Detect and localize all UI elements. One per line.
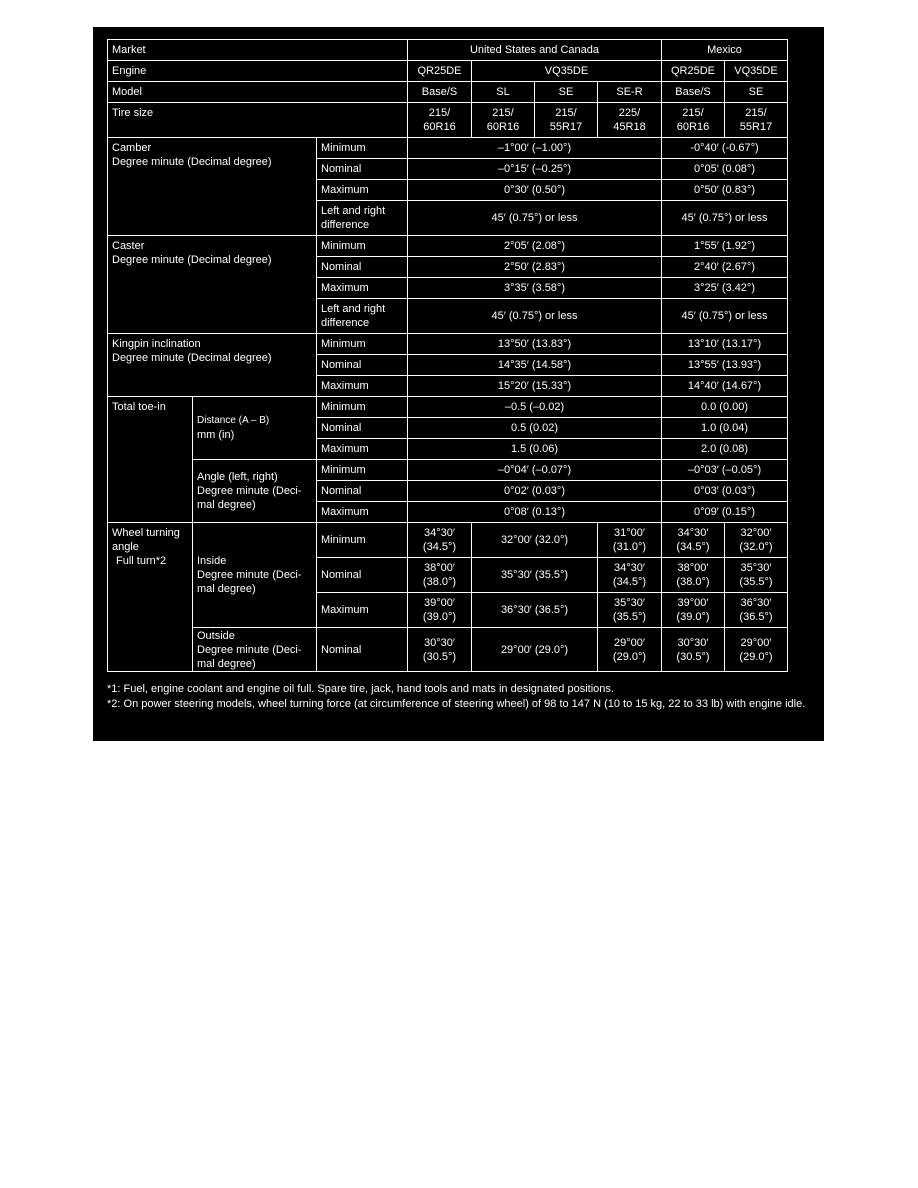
value-mx: 14°40′ (14.67°) [662, 376, 788, 397]
model-label: Model [108, 82, 408, 103]
value-mx: 2°40′ (2.67°) [662, 257, 788, 278]
value-qr-mx: 34°30′ (34.5°) [662, 523, 725, 558]
engine-cell: QR25DE [662, 61, 725, 82]
toe-angle-unit: Degree minute (Deci- mal degree) [197, 485, 302, 511]
value-vq-mx: 29°00′ (29.0°) [725, 628, 788, 672]
caster-label: Caster [112, 240, 145, 252]
kingpin-group-label [108, 334, 317, 397]
value-us: –0.5 (–0.02) [408, 397, 662, 418]
camber-group-label [108, 138, 317, 236]
spec-panel [93, 27, 824, 741]
tire-cell: 215/ 55R17 [725, 103, 788, 138]
camber-unit: Degree minute (Decimal degree) [112, 156, 272, 168]
model-row [108, 82, 788, 103]
outside-label: Outside [197, 629, 235, 642]
value-mx: 0.0 (0.00) [662, 397, 788, 418]
value-mx: 13°55′ (13.93°) [662, 355, 788, 376]
engine-cell: VQ35DE [725, 61, 788, 82]
value-us: 45′ (0.75°) or less [408, 201, 662, 236]
turning-row [108, 628, 788, 672]
value-us: –0°04′ (–0.07°) [408, 460, 662, 481]
camber-row [108, 138, 788, 159]
value-qr-mx: 38°00′ (38.0°) [662, 558, 725, 593]
kingpin-unit: Degree minute (Decimal degree) [112, 352, 272, 364]
value-us: 13°50′ (13.83°) [408, 334, 662, 355]
model-cell: SE [535, 82, 598, 103]
value-mx: 3°25′ (3.42°) [662, 278, 788, 299]
market-row [108, 40, 788, 61]
row-label: Minimum [317, 236, 408, 257]
tire-cell: 215/ 55R17 [535, 103, 598, 138]
value-ser: 34°30′ (34.5°) [598, 558, 662, 593]
tire-cell: 215/ 60R16 [662, 103, 725, 138]
value-mx: 45′ (0.75°) or less [662, 201, 788, 236]
row-label: Left and right difference [317, 299, 408, 334]
value-mx: 45′ (0.75°) or less [662, 299, 788, 334]
inside-label: Inside [197, 555, 227, 567]
row-label: Nominal [317, 159, 408, 180]
toe-row [108, 460, 788, 481]
row-label: Left and right difference [317, 201, 408, 236]
value-vq-mx: 32°00′ (32.0°) [725, 523, 788, 558]
value-mx: 13°10′ (13.17°) [662, 334, 788, 355]
row-label: Nominal [317, 558, 408, 593]
value-us: –0°15′ (–0.25°) [408, 159, 662, 180]
turning-sub: Full turn*2 [116, 555, 167, 567]
model-cell: Base/S [408, 82, 472, 103]
value-vq-us: 32°00′ (32.0°) [472, 523, 598, 558]
row-label: Nominal [317, 481, 408, 502]
toe-distance-label: Distance (A – B) [197, 415, 270, 426]
toe-angle-label: Angle (left, right) [197, 471, 278, 483]
value-vq-mx: 35°30′ (35.5°) [725, 558, 788, 593]
value-ser: 31°00′ (31.0°) [598, 523, 662, 558]
value-mx: 2.0 (0.08) [662, 439, 788, 460]
value-us: 15°20′ (15.33°) [408, 376, 662, 397]
row-label: Maximum [317, 376, 408, 397]
row-label: Minimum [317, 397, 408, 418]
turning-label: Wheel turning angle [112, 527, 180, 553]
value-mx: 0°03′ (0.03°) [662, 481, 788, 502]
engine-cell: VQ35DE [472, 61, 662, 82]
value-ser: 35°30′ (35.5°) [598, 593, 662, 628]
model-cell: SE-R [598, 82, 662, 103]
footnote-2: *2: On power steering models, wheel turning force (at circumference of steering wheel) of 98 to 147 N (10 to 15 kg, 22 to 33 lb) with engine idle. [107, 698, 806, 710]
row-label: Maximum [317, 439, 408, 460]
toe-row [108, 397, 788, 418]
row-label: Nominal [317, 418, 408, 439]
value-us: 2°50′ (2.83°) [408, 257, 662, 278]
value-mx: 0°05′ (0.08°) [662, 159, 788, 180]
value-mx: –0°03′ (–0.05°) [662, 460, 788, 481]
value-us: 0°02′ (0.03°) [408, 481, 662, 502]
market-us: United States and Canada [408, 40, 662, 61]
row-label: Nominal [317, 628, 408, 672]
kingpin-label: Kingpin inclination [112, 338, 201, 350]
market-mx: Mexico [662, 40, 788, 61]
kingpin-row [108, 334, 788, 355]
toe-angle-group [193, 460, 317, 523]
value-us: 3°35′ (3.58°) [408, 278, 662, 299]
value-ser: 29°00′ (29.0°) [598, 628, 662, 672]
row-label: Maximum [317, 180, 408, 201]
model-cell: SL [472, 82, 535, 103]
inside-group [193, 523, 317, 628]
value-us: 0.5 (0.02) [408, 418, 662, 439]
footnotes [107, 682, 807, 712]
value-mx: 1°55′ (1.92°) [662, 236, 788, 257]
value-mx: 0°50′ (0.83°) [662, 180, 788, 201]
outside-group [193, 628, 317, 672]
row-label: Nominal [317, 355, 408, 376]
turning-row [108, 523, 788, 558]
value-us: –1°00′ (–1.00°) [408, 138, 662, 159]
tire-cell: 215/ 60R16 [472, 103, 535, 138]
tire-label: Tire size [108, 103, 408, 138]
engine-cell: QR25DE [408, 61, 472, 82]
toe-distance-unit: mm (in) [197, 429, 235, 441]
tire-row [108, 103, 788, 138]
value-vq-mx: 36°30′ (36.5°) [725, 593, 788, 628]
tire-cell: 215/ 60R16 [408, 103, 472, 138]
caster-row [108, 236, 788, 257]
caster-group-label [108, 236, 317, 334]
outside-unit: Degree minute (Deci- mal degree) [197, 643, 302, 670]
value-qr-mx: 39°00′ (39.0°) [662, 593, 725, 628]
engine-label: Engine [108, 61, 408, 82]
value-qr-us: 39°00′ (39.0°) [408, 593, 472, 628]
caster-unit: Degree minute (Decimal degree) [112, 254, 272, 266]
value-us: 1.5 (0.06) [408, 439, 662, 460]
value-mx: 0°09′ (0.15°) [662, 502, 788, 523]
value-mx: -0°40′ (-0.67°) [662, 138, 788, 159]
toe-distance-group [193, 397, 317, 460]
value-us: 0°08′ (0.13°) [408, 502, 662, 523]
footnote-1: *1: Fuel, engine coolant and engine oil full. Spare tire, jack, hand tools and mats in designated positions. [107, 683, 614, 695]
row-label: Nominal [317, 257, 408, 278]
toe-label: Total toe-in [108, 397, 193, 523]
value-qr-us: 30°30′ (30.5°) [408, 628, 472, 672]
turning-group-label [108, 523, 193, 672]
row-label: Maximum [317, 502, 408, 523]
row-label: Minimum [317, 138, 408, 159]
row-label: Minimum [317, 334, 408, 355]
value-us: 2°05′ (2.08°) [408, 236, 662, 257]
value-qr-us: 38°00′ (38.0°) [408, 558, 472, 593]
model-cell: Base/S [662, 82, 725, 103]
value-us: 14°35′ (14.58°) [408, 355, 662, 376]
value-qr-mx: 30°30′ (30.5°) [662, 628, 725, 672]
value-vq-us: 36°30′ (36.5°) [472, 593, 598, 628]
model-cell: SE [725, 82, 788, 103]
camber-label: Camber [112, 142, 152, 154]
value-mx: 1.0 (0.04) [662, 418, 788, 439]
value-vq-us: 29°00′ (29.0°) [472, 628, 598, 672]
inside-unit: Degree minute (Deci- mal degree) [197, 569, 302, 595]
row-label: Minimum [317, 460, 408, 481]
value-vq-us: 35°30′ (35.5°) [472, 558, 598, 593]
alignment-spec-table [107, 39, 788, 672]
value-us: 0°30′ (0.50°) [408, 180, 662, 201]
row-label: Minimum [317, 523, 408, 558]
row-label: Maximum [317, 593, 408, 628]
tire-cell: 225/ 45R18 [598, 103, 662, 138]
engine-row [108, 61, 788, 82]
value-qr-us: 34°30′ (34.5°) [408, 523, 472, 558]
row-label: Maximum [317, 278, 408, 299]
market-label: Market [108, 40, 408, 61]
value-us: 45′ (0.75°) or less [408, 299, 662, 334]
